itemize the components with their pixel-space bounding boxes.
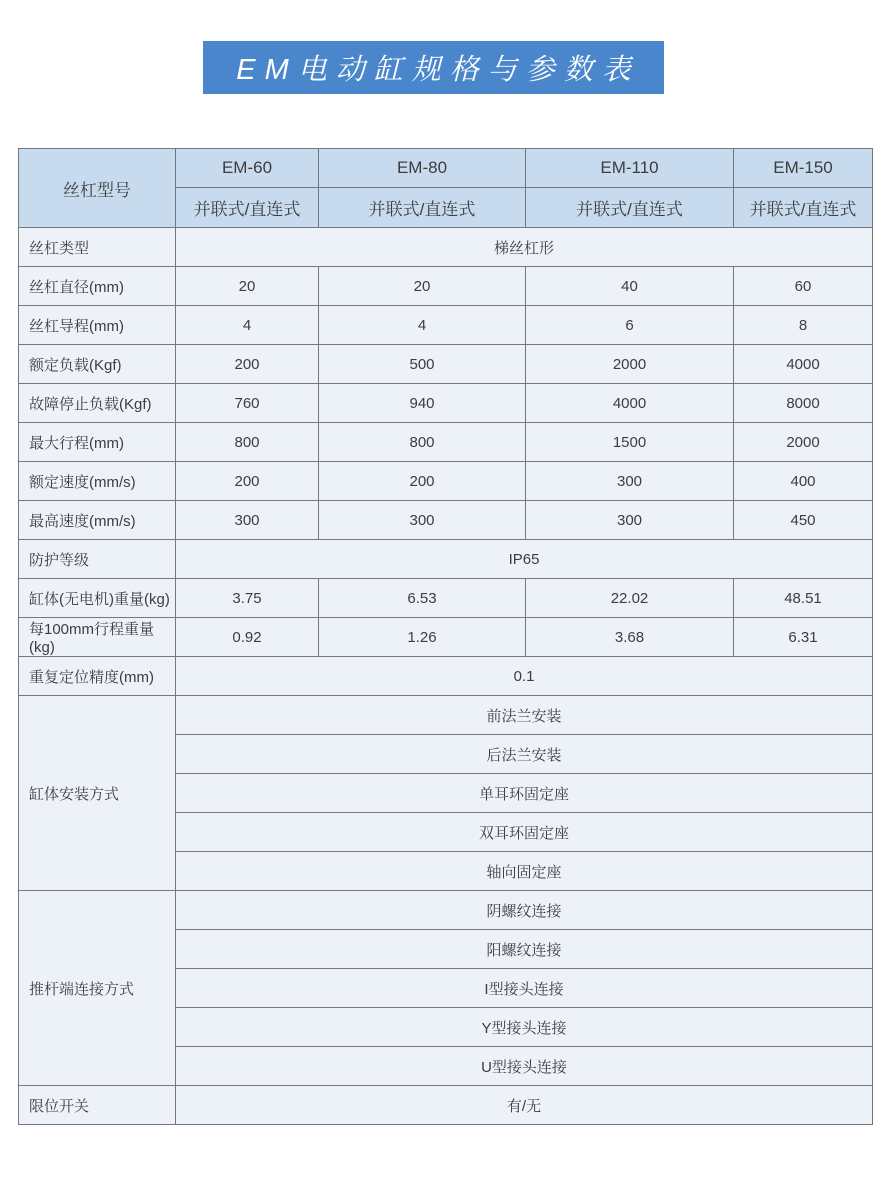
model-subheader: 并联式/直连式	[526, 188, 734, 228]
cell-value: 20	[176, 267, 319, 306]
group-item: 阳螺纹连接	[176, 930, 873, 969]
cell-value: 800	[319, 423, 526, 462]
cell-value: 940	[319, 384, 526, 423]
merged-value: 梯丝杠形	[176, 228, 873, 267]
cell-value: 4000	[734, 345, 873, 384]
cell-value: 6.31	[734, 618, 873, 657]
row-label: 最大行程(mm)	[19, 423, 176, 462]
table-row	[19, 306, 873, 345]
table-row	[19, 267, 873, 306]
merged-value: IP65	[176, 540, 873, 579]
cell-value: 48.51	[734, 579, 873, 618]
spec-table	[18, 148, 873, 1125]
table-row	[19, 501, 873, 540]
row-label: 最高速度(mm/s)	[19, 501, 176, 540]
table-row	[19, 891, 873, 930]
cell-value: 500	[319, 345, 526, 384]
cell-value: 200	[319, 462, 526, 501]
cell-value: 300	[319, 501, 526, 540]
row-label: 丝杠导程(mm)	[19, 306, 176, 345]
page-title: EM电动缸规格与参数表	[236, 54, 640, 86]
model-header-em60: EM-60	[176, 149, 319, 188]
table-row	[19, 540, 873, 579]
model-header-em150: EM-150	[734, 149, 873, 188]
group-item: I型接头连接	[176, 969, 873, 1008]
cell-value: 200	[176, 462, 319, 501]
cell-value: 4	[319, 306, 526, 345]
group-item: 前法兰安装	[176, 696, 873, 735]
cell-value: 2000	[734, 423, 873, 462]
row-label: 防护等级	[19, 540, 176, 579]
group-item: U型接头连接	[176, 1047, 873, 1086]
cell-value: 300	[176, 501, 319, 540]
group-label: 推杆端连接方式	[19, 891, 176, 1086]
cell-value: 6	[526, 306, 734, 345]
cell-value: 760	[176, 384, 319, 423]
table-row	[19, 462, 873, 501]
table-row	[19, 696, 873, 735]
cell-value: 4000	[526, 384, 734, 423]
group-item: 后法兰安装	[176, 735, 873, 774]
cell-value: 40	[526, 267, 734, 306]
cell-value: 60	[734, 267, 873, 306]
model-header-em110: EM-110	[526, 149, 734, 188]
merged-value: 有/无	[176, 1086, 873, 1125]
group-item: 双耳环固定座	[176, 813, 873, 852]
row-label: 限位开关	[19, 1086, 176, 1125]
model-subheader: 并联式/直连式	[319, 188, 526, 228]
title-banner	[203, 41, 664, 94]
group-label: 缸体安装方式	[19, 696, 176, 891]
corner-header: 丝杠型号	[19, 149, 176, 228]
row-label: 额定负载(Kgf)	[19, 345, 176, 384]
model-subheader: 并联式/直连式	[176, 188, 319, 228]
row-label: 每100mm行程重量(kg)	[19, 618, 176, 657]
cell-value: 300	[526, 462, 734, 501]
group-item: 单耳环固定座	[176, 774, 873, 813]
table-row	[19, 1086, 873, 1125]
table-row	[19, 345, 873, 384]
cell-value: 300	[526, 501, 734, 540]
table-row	[19, 657, 873, 696]
group-item: 轴向固定座	[176, 852, 873, 891]
group-item: 阴螺纹连接	[176, 891, 873, 930]
group-item: Y型接头连接	[176, 1008, 873, 1047]
cell-value: 3.75	[176, 579, 319, 618]
row-label: 故障停止负载(Kgf)	[19, 384, 176, 423]
table-row	[19, 579, 873, 618]
row-label: 缸体(无电机)重量(kg)	[19, 579, 176, 618]
cell-value: 450	[734, 501, 873, 540]
cell-value: 2000	[526, 345, 734, 384]
cell-value: 800	[176, 423, 319, 462]
cell-value: 8	[734, 306, 873, 345]
cell-value: 1.26	[319, 618, 526, 657]
merged-value: 0.1	[176, 657, 873, 696]
cell-value: 4	[176, 306, 319, 345]
table-row	[19, 618, 873, 657]
cell-value: 3.68	[526, 618, 734, 657]
cell-value: 200	[176, 345, 319, 384]
cell-value: 6.53	[319, 579, 526, 618]
row-label: 丝杠直径(mm)	[19, 267, 176, 306]
model-subheader: 并联式/直连式	[734, 188, 873, 228]
table-row	[19, 228, 873, 267]
table-row	[19, 384, 873, 423]
cell-value: 20	[319, 267, 526, 306]
cell-value: 22.02	[526, 579, 734, 618]
cell-value: 0.92	[176, 618, 319, 657]
cell-value: 1500	[526, 423, 734, 462]
cell-value: 400	[734, 462, 873, 501]
row-label: 丝杠类型	[19, 228, 176, 267]
row-label: 额定速度(mm/s)	[19, 462, 176, 501]
table-row	[19, 423, 873, 462]
model-header-em80: EM-80	[319, 149, 526, 188]
cell-value: 8000	[734, 384, 873, 423]
row-label: 重复定位精度(mm)	[19, 657, 176, 696]
